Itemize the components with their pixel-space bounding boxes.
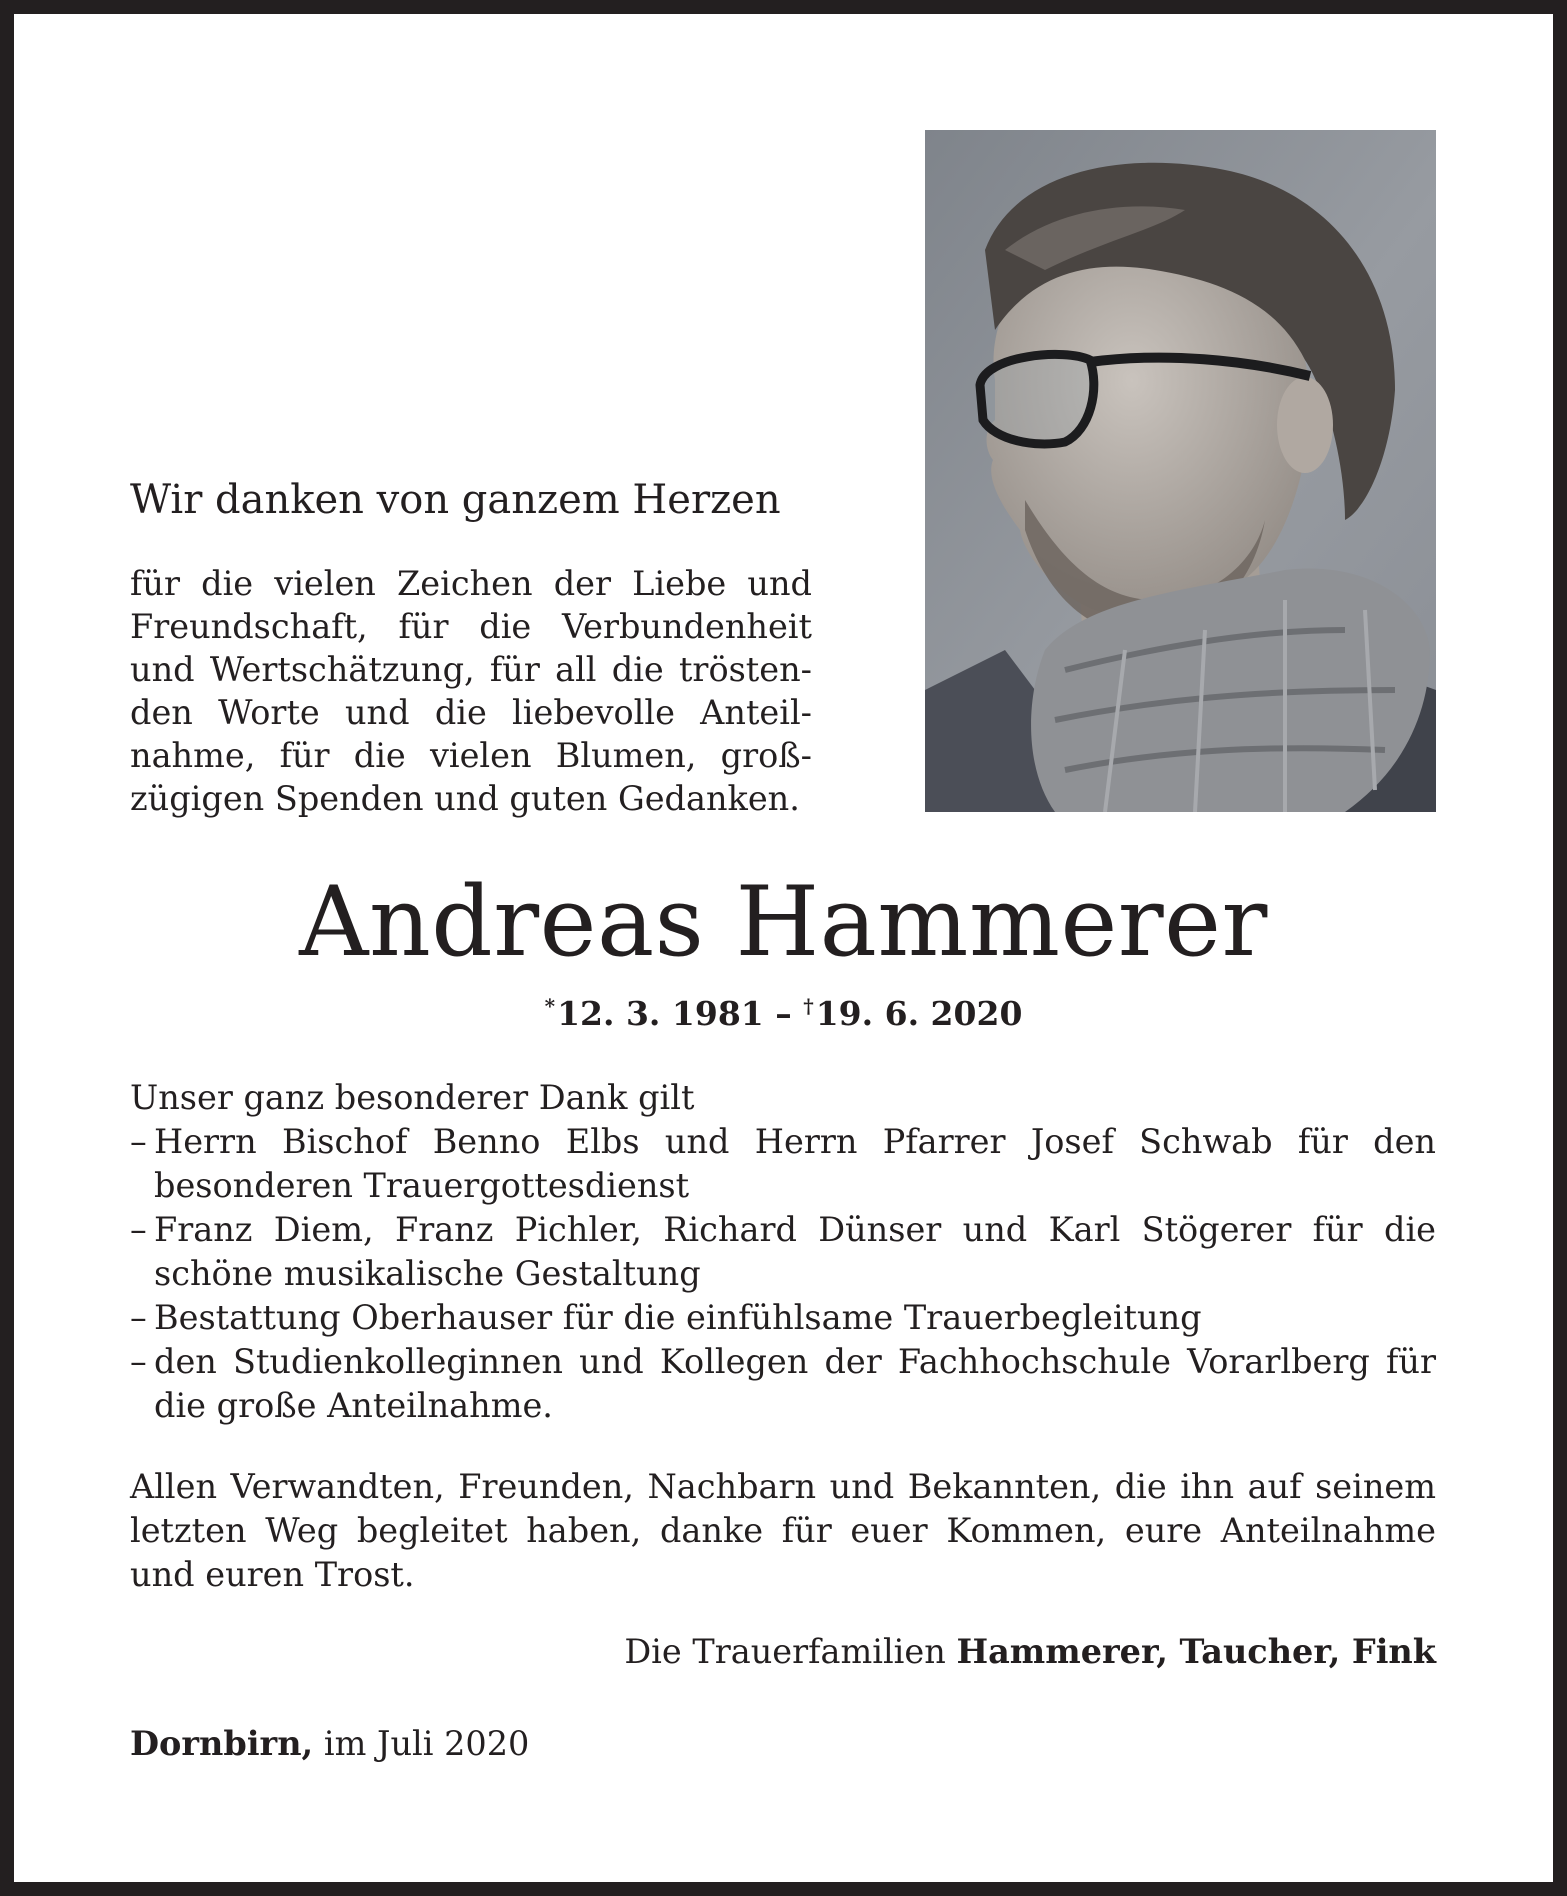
- signature: [130, 1630, 1436, 1674]
- closing-text: Allen Verwandten, Freunden, Nachbarn und Bekannten, die ihn auf seinem letzten Weg begleitet haben, danke für euer Kommen, eure Anteilnahme und euren Trost.: [130, 1467, 1436, 1594]
- list-item: – Franz Diem, Franz Pichler, Richard Dünser und Karl Stögerer für die schöne musikalische Gestaltung: [130, 1208, 1436, 1296]
- deceased-name: Andreas Hammerer: [299, 866, 1268, 978]
- birth-date: 12. 3. 1981: [557, 994, 764, 1033]
- death-date: 19. 6. 2020: [815, 994, 1023, 1033]
- portrait-photo: [925, 130, 1436, 812]
- place-date: [130, 1722, 529, 1766]
- city: Dornbirn,: [130, 1724, 314, 1763]
- death-symbol: †: [803, 994, 814, 1018]
- heading: Wir danken von ganzem Herzen: [130, 477, 781, 523]
- thanks-list: [130, 1120, 1436, 1428]
- date-separator: –: [775, 994, 792, 1033]
- signature-prefix: Die Trauerfamilien: [624, 1632, 946, 1671]
- date-text: im Juli 2020: [323, 1724, 530, 1763]
- family-names: Hammerer, Taucher, Fink: [956, 1632, 1436, 1671]
- list-item: – den Studienkolleginnen und Kollegen der Fachhochschule Vorarlberg für die große Anteilnahme.: [130, 1340, 1436, 1428]
- list-item: – Herrn Bischof Benno Elbs und Herrn Pfarrer Josef Schwab für den besonderen Trauergottesdienst: [130, 1120, 1436, 1208]
- life-dates: [0, 992, 1567, 1036]
- list-item: – Bestattung Oberhauser für die einfühlsame Trauerbegleitung: [130, 1296, 1436, 1340]
- birth-symbol: *: [544, 994, 556, 1018]
- intro-text: für die vielen Zeichen der Liebe und Freundschaft, für die Verbundenheit und Wertschätzung, für all die tröstenden Worte und die liebevolle Anteilnahme, für die vielen Blumen, großzügigen Spenden und guten Gedanken.: [130, 564, 812, 818]
- thanks-intro: Unser ganz besonderer Dank gilt: [130, 1078, 695, 1117]
